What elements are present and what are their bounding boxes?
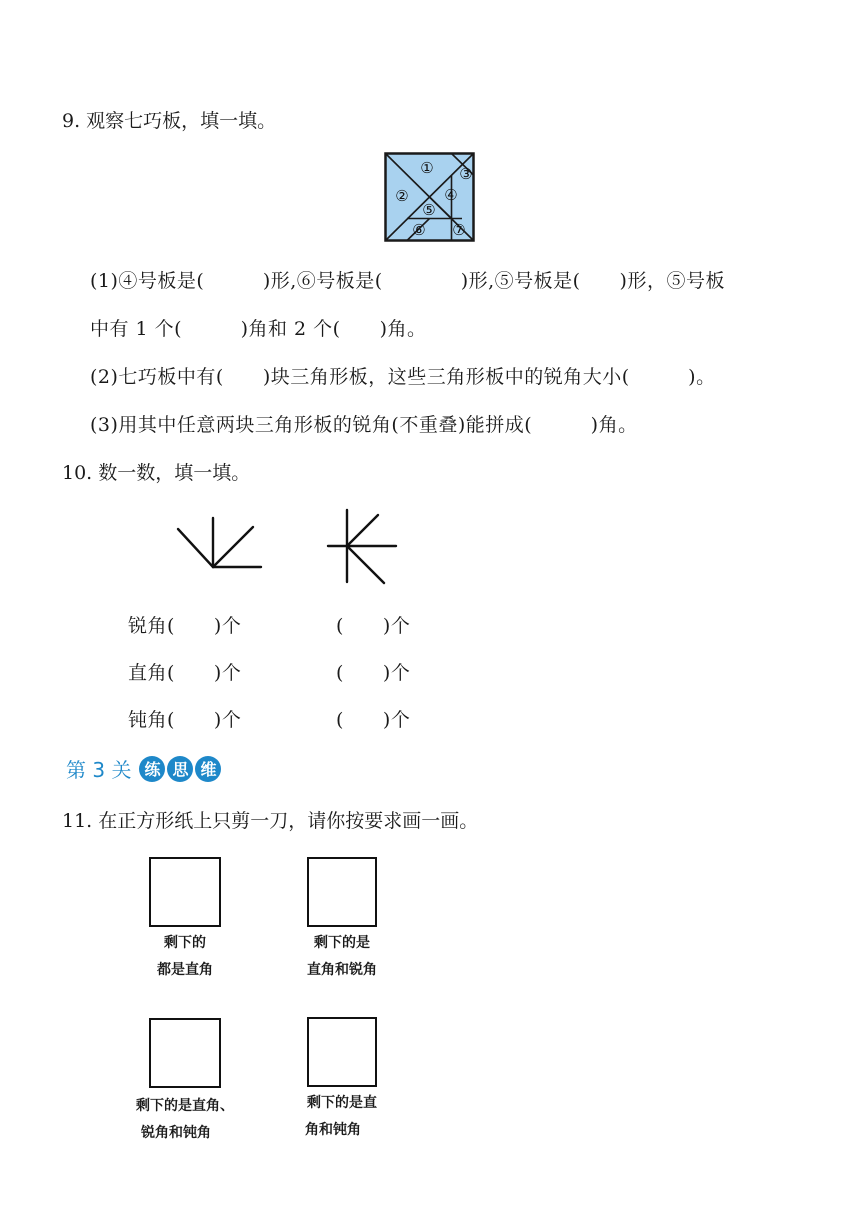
q9-line-4: (3)用其中任意两块三角形板的锐角(不重叠)能拼成( )角。	[90, 414, 638, 436]
paper-square-1	[149, 857, 221, 927]
paper-square-3	[149, 1018, 221, 1088]
section-header	[66, 754, 221, 783]
caption-line: 剩下的	[164, 935, 206, 951]
caption-line: 都是直角	[157, 962, 213, 978]
square-1-caption	[125, 930, 245, 984]
tangram-label-3: ③	[459, 165, 473, 183]
q9-line-3: (2)七巧板中有( )块三角形板，这些三角形板中的锐角大小( )。	[90, 366, 716, 388]
tangram-label-2: ②	[395, 187, 409, 205]
section-prefix: 第 3 关	[66, 758, 132, 782]
q10-row-obtuse-right: ( )个	[336, 709, 411, 731]
square-4-caption	[282, 1090, 402, 1144]
section-badge-2: 思	[167, 756, 193, 782]
caption-line: 剩下的是直角、	[136, 1098, 234, 1114]
q9-line-1: (1)④号板是( )形,⑥号板是( )形,⑤号板是( )形，⑤号板	[90, 270, 725, 292]
q11-title: 11. 在正方形纸上只剪一刀，请你按要求画一画。	[62, 810, 479, 832]
tangram-label-1: ①	[420, 159, 434, 177]
q10-row-right-left: 直角( )个	[128, 662, 242, 684]
q10-row-acute-left: 锐角( )个	[128, 615, 242, 637]
section-badge-1: 练	[139, 756, 165, 782]
q9-title: 9. 观察七巧板，填一填。	[62, 110, 277, 132]
tangram-label-4: ④	[444, 186, 458, 204]
q10-row-obtuse-left: 钝角( )个	[128, 709, 242, 731]
right-ray-lower-right	[347, 546, 384, 583]
caption-line: 锐角和钝角	[141, 1125, 211, 1141]
right-ray-upper-right	[347, 515, 378, 546]
tangram-label-6: ⑥	[412, 221, 426, 239]
q10-row-acute-right: ( )个	[336, 615, 411, 637]
paper-square-4	[307, 1017, 377, 1087]
q10-row-right-right: ( )个	[336, 662, 411, 684]
square-2-caption	[282, 930, 402, 984]
q10-title: 10. 数一数，填一填。	[62, 462, 251, 484]
left-ray-upper-left	[178, 529, 213, 567]
q9-line-2: 中有 1 个( )角和 2 个( )角。	[90, 318, 427, 340]
angle-figures	[170, 506, 410, 586]
left-ray-upper-right	[213, 527, 253, 567]
tangram-label-7: ⑦	[452, 221, 466, 239]
paper-square-2	[307, 857, 377, 927]
caption-line: 角和钝角	[305, 1122, 361, 1138]
tangram-label-5: ⑤	[422, 201, 436, 219]
tangram-figure	[384, 152, 475, 242]
caption-line: 剩下的是	[314, 935, 370, 951]
caption-line: 直角和锐角	[307, 962, 377, 978]
caption-line: 剩下的是直	[307, 1095, 377, 1111]
square-3-caption	[115, 1093, 255, 1147]
section-badge-3: 维	[195, 756, 221, 782]
